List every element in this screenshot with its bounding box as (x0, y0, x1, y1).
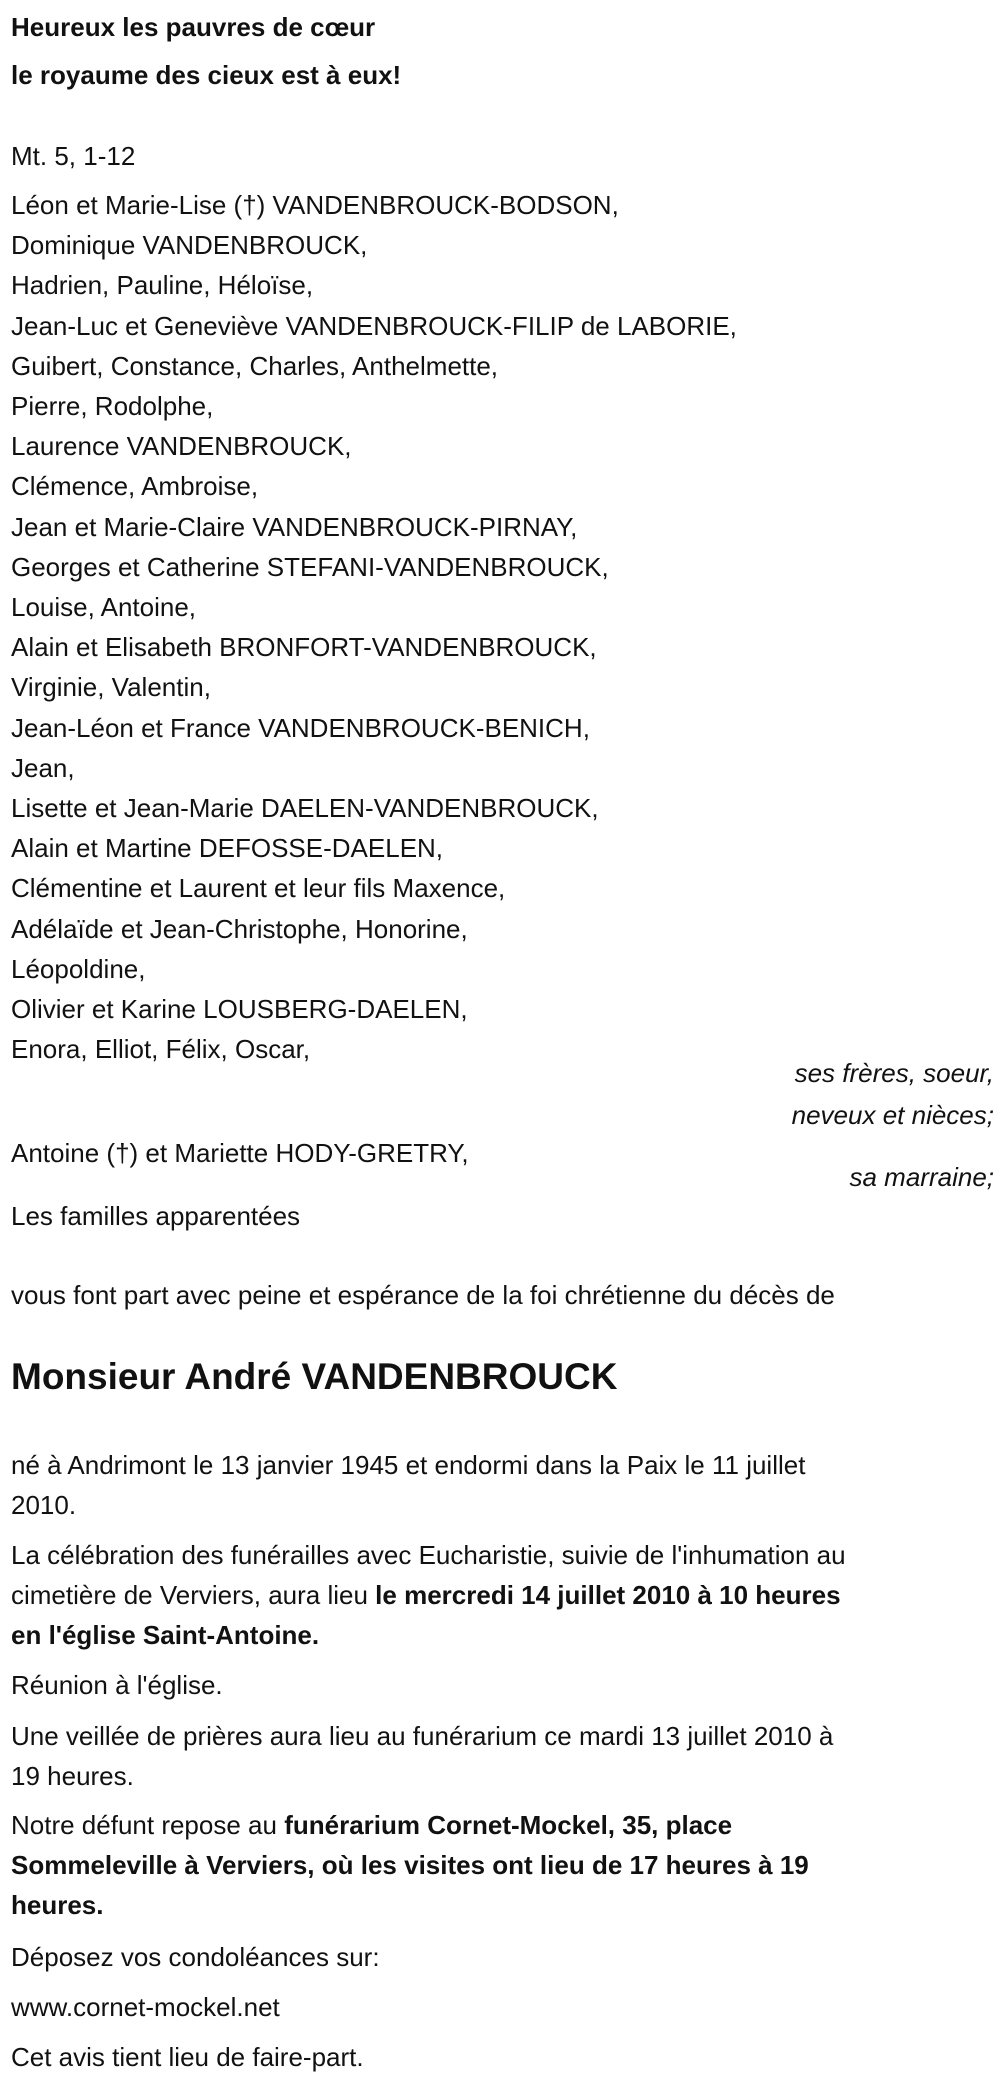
family-line: Lisette et Jean-Marie DAELEN-VANDENBROUCK, (11, 793, 599, 823)
family-line: Alain et Martine DEFOSSE-DAELEN, (11, 833, 444, 864)
family-line: Georges et Catherine STEFANI-VANDENBROUCK, (11, 551, 609, 582)
family-line: Léon et Marie-Lise (†) VANDENBROUCK-BODSON, (11, 190, 619, 220)
vigil-line-2: 19 heures. (11, 1761, 134, 1791)
family-line: Jean et Marie-Claire VANDENBROUCK-PIRNAY, (11, 511, 578, 542)
rest-line-2: Sommeleville à Verviers, où les visites ont lieu de 17 heures à 19 (11, 1850, 809, 1880)
family-line: Guibert, Constance, Charles, Anthelmette, (11, 350, 499, 381)
family-line: Pierre, Rodolphe, (11, 391, 214, 421)
funeral-line-3: en l'église Saint-Antoine. (11, 1620, 320, 1650)
family-line: Hadrien, Pauline, Héloïse, (11, 270, 314, 301)
family-line: Virginie, Valentin, (11, 672, 211, 703)
deceased-name: Monsieur André VANDENBROUCK (11, 1356, 618, 1397)
meeting-line: Réunion à l'église. (11, 1670, 223, 1700)
footer-note: Cet avis tient lieu de faire-part. (11, 2042, 364, 2072)
rest-text: Notre défunt repose au (11, 1810, 285, 1840)
funeral-date: le mercredi 14 juillet 2010 à 10 heures (375, 1580, 841, 1610)
family-line: Jean, (11, 752, 75, 783)
funeral-line-2 (11, 1575, 841, 1615)
family-line: Jean-Léon et France VANDENBROUCK-BENICH, (11, 712, 590, 743)
verse-reference: Mt. 5, 1-12 (11, 141, 136, 171)
birth-line-1: né à Andrimont le 13 janvier 1945 et endormi dans la Paix le 11 juillet (11, 1450, 806, 1480)
verse-line-2: le royaume des cieux est à eux! (11, 60, 402, 90)
rest-line-1 (11, 1805, 732, 1845)
relation-nephews: neveux et nièces; (791, 1100, 994, 1130)
family-line: Léopoldine, (11, 953, 146, 984)
funeral-line-1: La célébration des funérailles avec Eucharistie, suivie de l'inhumation au (11, 1540, 846, 1570)
family-line: Adélaïde et Jean-Christophe, Honorine, (11, 913, 468, 944)
birth-line-2: 2010. (11, 1490, 77, 1520)
relation-siblings: ses frères, soeur, (794, 1058, 994, 1088)
family-line: Louise, Antoine, (11, 592, 197, 622)
families-line: Les familles apparentées (11, 1201, 301, 1231)
family-line: Alain et Elisabeth BRONFORT-VANDENBROUCK, (11, 632, 597, 663)
rest-line-3: heures. (11, 1890, 104, 1920)
vigil-line-1: Une veillée de prières aura lieu au funérarium ce mardi 13 juillet 2010 à (11, 1721, 834, 1751)
godmother-line: Antoine (†) et Mariette HODY-GRETRY, (11, 1138, 469, 1168)
announcement: vous font part avec peine et espérance de la foi chrétienne du décès de (11, 1280, 835, 1310)
funeral-text: cimetière de Verviers, aura lieu (11, 1580, 376, 1610)
family-line: Olivier et Karine LOUSBERG-DAELEN, (11, 994, 468, 1024)
rest-place: funérarium Cornet-Mockel, 35, place (284, 1810, 733, 1840)
family-line: Clémentine et Laurent et leur fils Maxence, (11, 873, 506, 904)
family-line: Enora, Elliot, Félix, Oscar, (11, 1034, 311, 1065)
family-line: Jean-Luc et Geneviève VANDENBROUCK-FILIP de LABORIE, (11, 310, 737, 341)
verse-line-1: Heureux les pauvres de cœur (11, 12, 376, 42)
website-link[interactable]: www.cornet-mockel.net (11, 1992, 280, 2022)
relation-godmother: sa marraine; (849, 1162, 994, 1192)
condolences-line: Déposez vos condoléances sur: (11, 1942, 380, 1972)
family-line: Laurence VANDENBROUCK, (11, 431, 352, 462)
family-line: Clémence, Ambroise, (11, 471, 259, 502)
family-line: Dominique VANDENBROUCK, (11, 230, 368, 261)
